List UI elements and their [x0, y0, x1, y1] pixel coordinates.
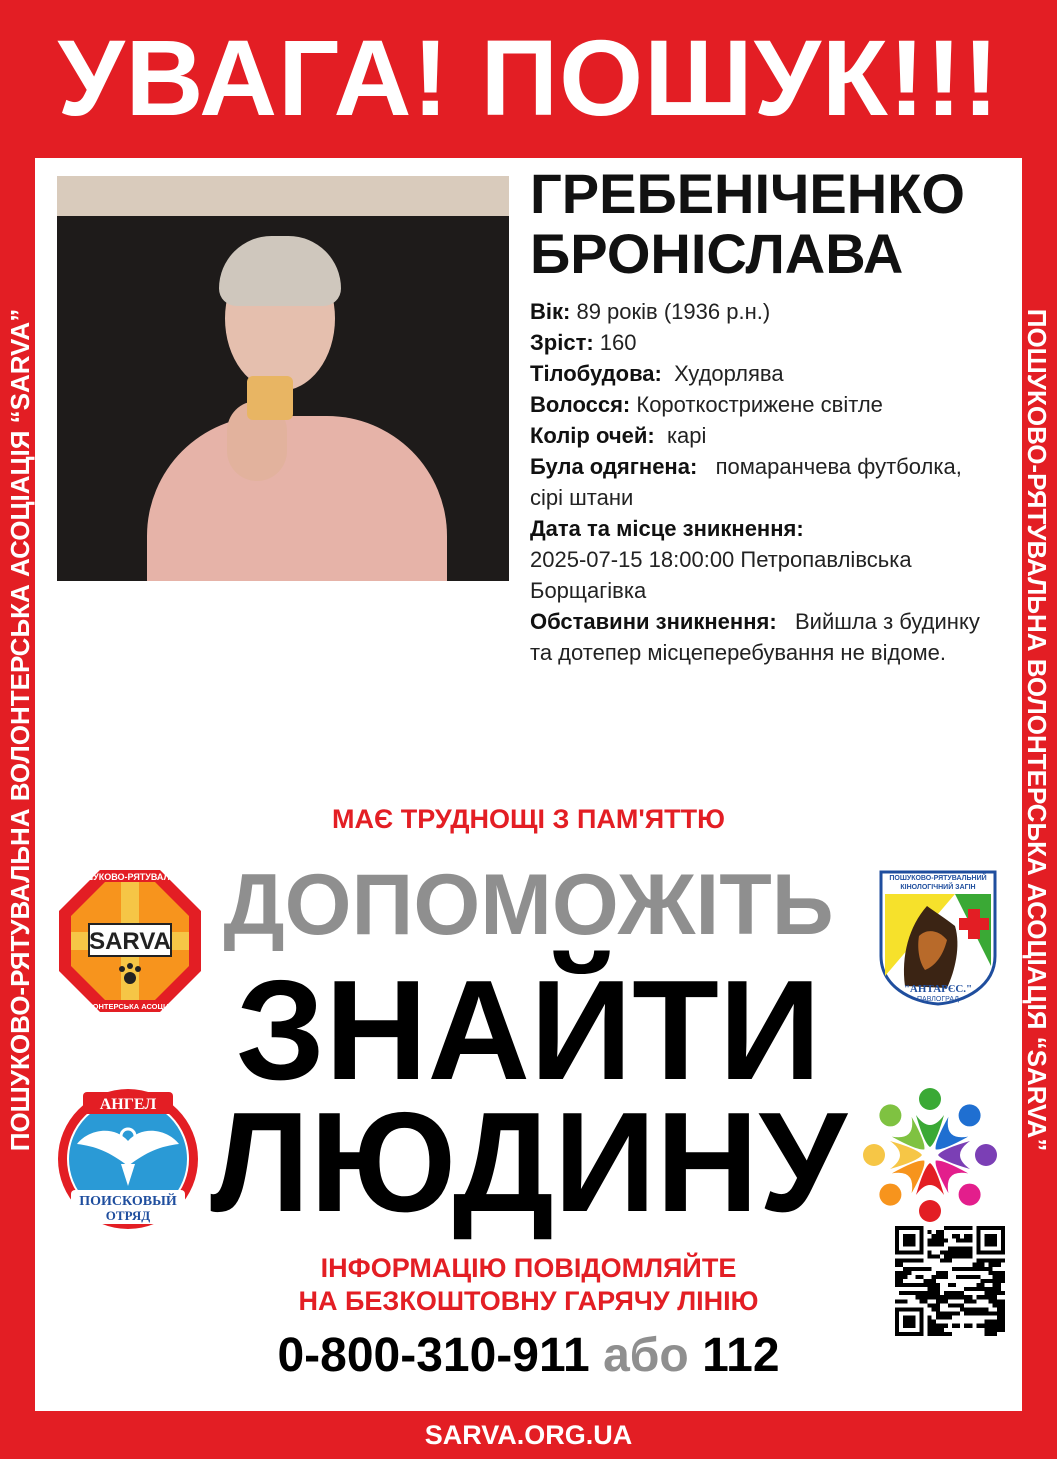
emergency-number[interactable]: 112 — [702, 1329, 780, 1382]
antares-logo — [875, 866, 1001, 1006]
left-side-banner — [0, 0, 40, 1459]
people-circle-logo — [855, 1080, 1005, 1230]
memory-note: МАЄ ТРУДНОЩІ З ПАМ'ЯТТЮ — [332, 804, 725, 834]
website-link[interactable]: SARVA.ORG.UA — [424, 1420, 633, 1450]
detail-date-place: Дата та місце зникнення: 2025-07-15 18:00:00 Петропавлівська Борщагівка — [530, 516, 912, 603]
antares-logo-top1: ПОШУКОВО-РЯТУВАЛЬНИЙ — [889, 875, 987, 882]
detail-eye-color: Колір очей: карі — [530, 423, 707, 448]
sarva-logo-name: SARVA — [89, 928, 171, 955]
angel-logo-top: АНГЕЛ — [99, 1096, 157, 1113]
headline: УВАГА! ПОШУК!!! — [57, 17, 1000, 138]
qr-code[interactable] — [891, 1222, 1009, 1340]
person-first-name: БРОНІСЛАВА — [530, 222, 904, 285]
detail-height: Зріст: 160 — [530, 330, 637, 355]
detail-age: Вік: 89 років (1936 р.н.) — [530, 299, 771, 324]
antares-logo-name: "АНТАРЄС." — [903, 983, 973, 995]
person-heading: ЛЮДИНУ — [210, 1083, 847, 1242]
detail-hair: Волосся: Короткострижене світле — [530, 392, 883, 417]
sarva-logo-bottom: ВОЛОНТЕРСЬКА АСОЦІАЦІЯ — [76, 1002, 184, 1011]
poster-panel — [35, 158, 1022, 1411]
phone-numbers — [35, 1328, 1022, 1384]
help-heading: ДОПОМОЖІТЬ — [223, 857, 834, 953]
detail-build: Тілобудова: Худорлява — [530, 361, 784, 386]
right-side-text: ПОШУКОВО-РЯТУВАЛЬНА ВОЛОНТЕРСЬКА АСОЦІАЦІЯ “SARVA” — [1022, 308, 1052, 1151]
report-line-2: НА БЕЗКОШТОВНУ ГАРЯЧУ ЛІНІЮ — [298, 1286, 759, 1316]
antares-logo-city: ПАВЛОГРАД — [917, 996, 959, 1003]
antares-logo-top2: КІНОЛОГІЧНИЙ ЗАГІН — [900, 884, 976, 891]
missing-person-photo — [57, 176, 509, 581]
detail-clothing: Була одягнена: помаранчева футболка, сірі штани — [530, 454, 962, 510]
sarva-logo-top: ПОШУКОВО-РЯТУВАЛЬНА — [70, 872, 190, 882]
find-heading: ЗНАЙТИ — [236, 951, 821, 1110]
angel-logo-bottom2: ОТРЯД — [105, 1208, 151, 1223]
report-info — [35, 1252, 1022, 1318]
person-details — [530, 296, 1000, 668]
detail-circumstances: Обставини зникнення: Вийшла з будинку та дотепер місцеперебування не відоме. — [530, 609, 980, 665]
phone-or: або — [603, 1329, 689, 1382]
angel-logo — [55, 1086, 201, 1232]
person-surname: ГРЕБЕНІЧЕНКО — [530, 162, 965, 225]
person-name — [530, 164, 1000, 284]
hotline-number[interactable]: 0-800-310-911 — [277, 1329, 590, 1382]
left-side-text: ПОШУКОВО-РЯТУВАЛЬНА ВОЛОНТЕРСЬКА АСОЦІАЦІЯ “SARVA” — [5, 308, 35, 1151]
sarva-logo — [55, 866, 205, 1016]
right-side-banner — [1017, 0, 1057, 1459]
report-line-1: ІНФОРМАЦІЮ ПОВІДОМЛЯЙТЕ — [320, 1253, 737, 1283]
angel-logo-bottom1: ПОИСКОВЫЙ — [79, 1194, 177, 1209]
